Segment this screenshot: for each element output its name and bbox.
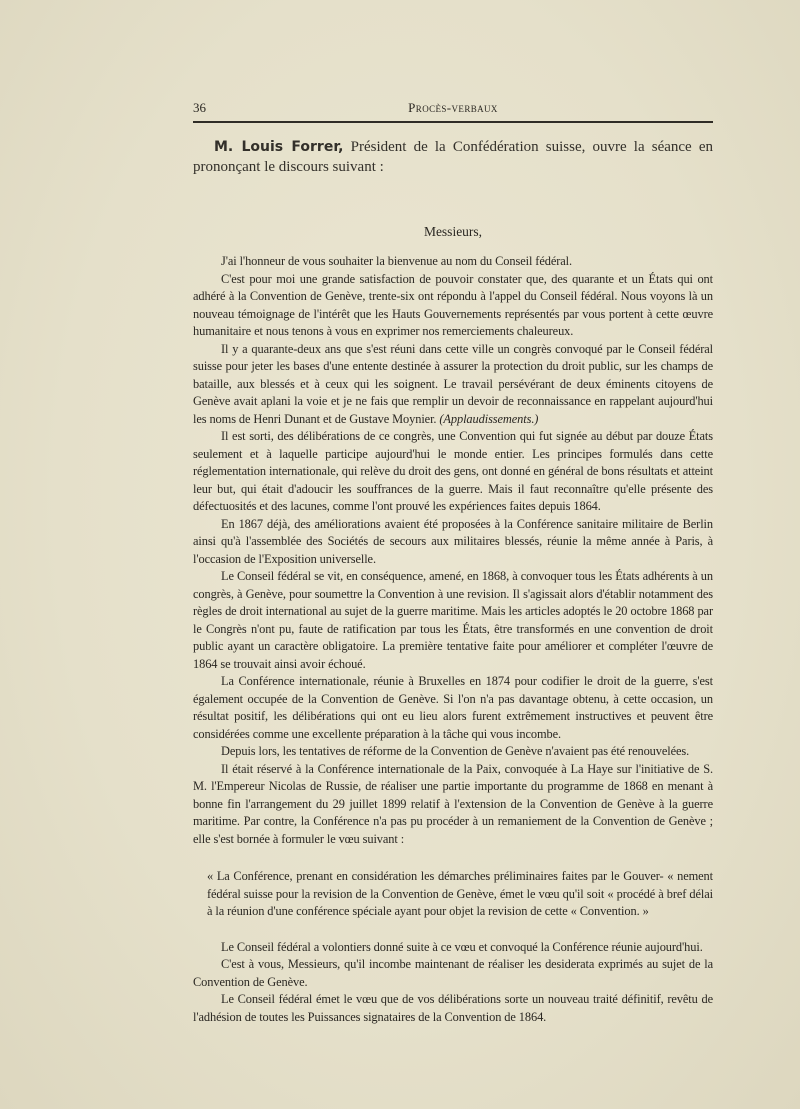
intro-paragraph <box>193 137 713 177</box>
speech-paragraph: C'est à vous, Messieurs, qu'il incombe maintenant de réaliser les desiderata exprimés au sujet de la Convention de Genève. <box>193 957 713 989</box>
speech-paragraph-text: Il y a quarante-deux ans que s'est réuni dans cette ville un congrès convoqué par le Conseil fédéral suisse pour jeter les bases d'une entente destinée à assurer la protection du droit public, sur les champs de bataille, aux blessés et à ceux qui les soignent. Le travail persévérant de deux éminents citoyens de Genève avait aplani la voie et je ne fais que remplir un devoir de reconnaissance en rappelant aujourd'hui les noms de Henri Dunant et de Gustave Moynier. <box>193 341 713 426</box>
applause-note: (Applaudissements.) <box>439 411 539 426</box>
speech-paragraph: Le Conseil fédéral émet le vœu que de vos délibérations sorte un nouveau traité définitif, revêtu de l'adhésion de toutes les Puissances signataires de la Convention de 1864. <box>193 992 713 1024</box>
salutation: Messieurs, <box>423 224 483 239</box>
speech-paragraph: Il est sorti, des délibérations de ce congrès, une Convention qui fut signée au début par douze États seulement et à laquelle participe aujourd'hui le monde entier. Les principes formulés dans cette réglementation internationale, qui relève du droit des gens, ont donné en général de bons résultats et atteint leur but, qui était d'adoucir les souffrances de la guerre. Mais il faut reconnaître qu'elle présente des défectuosités et des lacunes, comme l'ont prouvé les expériences faites depuis 1864. <box>193 429 713 513</box>
running-title: Procès-verbaux <box>408 100 498 115</box>
intro-text: Président de la Confédération suisse, ouvre la séance en prononçant le discours suivant : <box>193 139 714 175</box>
quoted-resolution <box>193 868 713 921</box>
quote-text: « La Conférence, prenant en considération les démarches préliminaires faites par le Gouver- « nement fédéral suisse pour la revision de la Convention de Genève, émet le vœu qu'il soit « procédé à bref délai à la réunion d'une conférence spéciale ayant pour objet la revision de cette « Convention. » <box>207 869 713 918</box>
speech-paragraph: En 1867 déjà, des améliorations avaient été proposées à la Conférence sanitaire militaire de Berlin ainsi qu'à l'assemblée des Sociétés de secours aux militaires blessés, réunie la même année à Paris, à l'occasion de l'Exposition universelle. <box>193 516 713 566</box>
speech-paragraph <box>193 341 713 429</box>
speech-paragraph: Il était réservé à la Conférence internationale de la Paix, convoquée à La Haye sur l'initiative de S. M. l'Empereur Nicolas de Russie, de réaliser une partie importante du programme de 1868 en menant à bonne fin l'arrangement du 29 juillet 1899 relatif à l'extension de la Convention de Genève à la guerre maritime. Par contre, la Conférence n'a pas pu procéder à un remaniement de la Convention de Genève ; elle s'est bornée à formuler le vœu suivant : <box>193 761 713 846</box>
page-header <box>193 100 713 120</box>
speaker-name: M. Louis Forrer, <box>214 139 344 155</box>
speech-paragraph: Le Conseil fédéral se vit, en conséquence, amené, en 1868, à convoquer tous les États adhérents à un congrès, à Genève, pour soumettre la Convention à une revision. Il s'agissait alors d'établir notamment des règles de droit international au sujet de la guerre maritime. Mais les articles adoptés le 20 octobre 1868 par le Congrès n'ont pu, faute de ratification par tous les États, être transformés en une convention de droit public ayant un caractère obligatoire. La première tentative faite pour améliorer et compléter l'œuvre de 1864 se trouvait ainsi avoir échoué. <box>193 569 713 671</box>
speech-paragraph: J'ai l'honneur de vous souhaiter la bienvenue au nom du Conseil fédéral. <box>221 254 572 268</box>
body-text <box>193 137 713 1026</box>
page-number: 36 <box>193 100 206 115</box>
speech <box>193 253 713 1026</box>
speech-paragraph: Le Conseil fédéral a volontiers donné suite à ce vœu et convoqué la Conférence réunie aujourd'hui. <box>221 939 703 954</box>
header-rule <box>193 121 713 123</box>
speech-paragraph: Depuis lors, les tentatives de réforme de la Convention de Genève n'avaient pas été renouvelées. <box>221 744 690 758</box>
speech-paragraph: C'est pour moi une grande satisfaction de pouvoir constater que, des quarante et un États qui ont adhéré à la Convention de Genève, trente-six ont répondu à l'appel du Conseil fédéral. Nous voyons là un nouveau témoignage de l'intérêt que les Hauts Gouvernements représentés par vous portent à cette œuvre humanitaire et nous tenons à vous en exprimer nos remerciements chaleureux. <box>193 271 713 338</box>
speech-paragraph: La Conférence internationale, réunie à Bruxelles en 1874 pour codifier le droit de la guerre, s'est également occupée de la Convention de Genève. Si l'on n'a pas davantage obtenu, à cette occasion, un résultat positif, les délibérations qui ont eu lieu alors furent extrêmement instructives et peuvent être considérées comme une excellente préparation à la tâche qui vous incombe. <box>193 674 713 741</box>
